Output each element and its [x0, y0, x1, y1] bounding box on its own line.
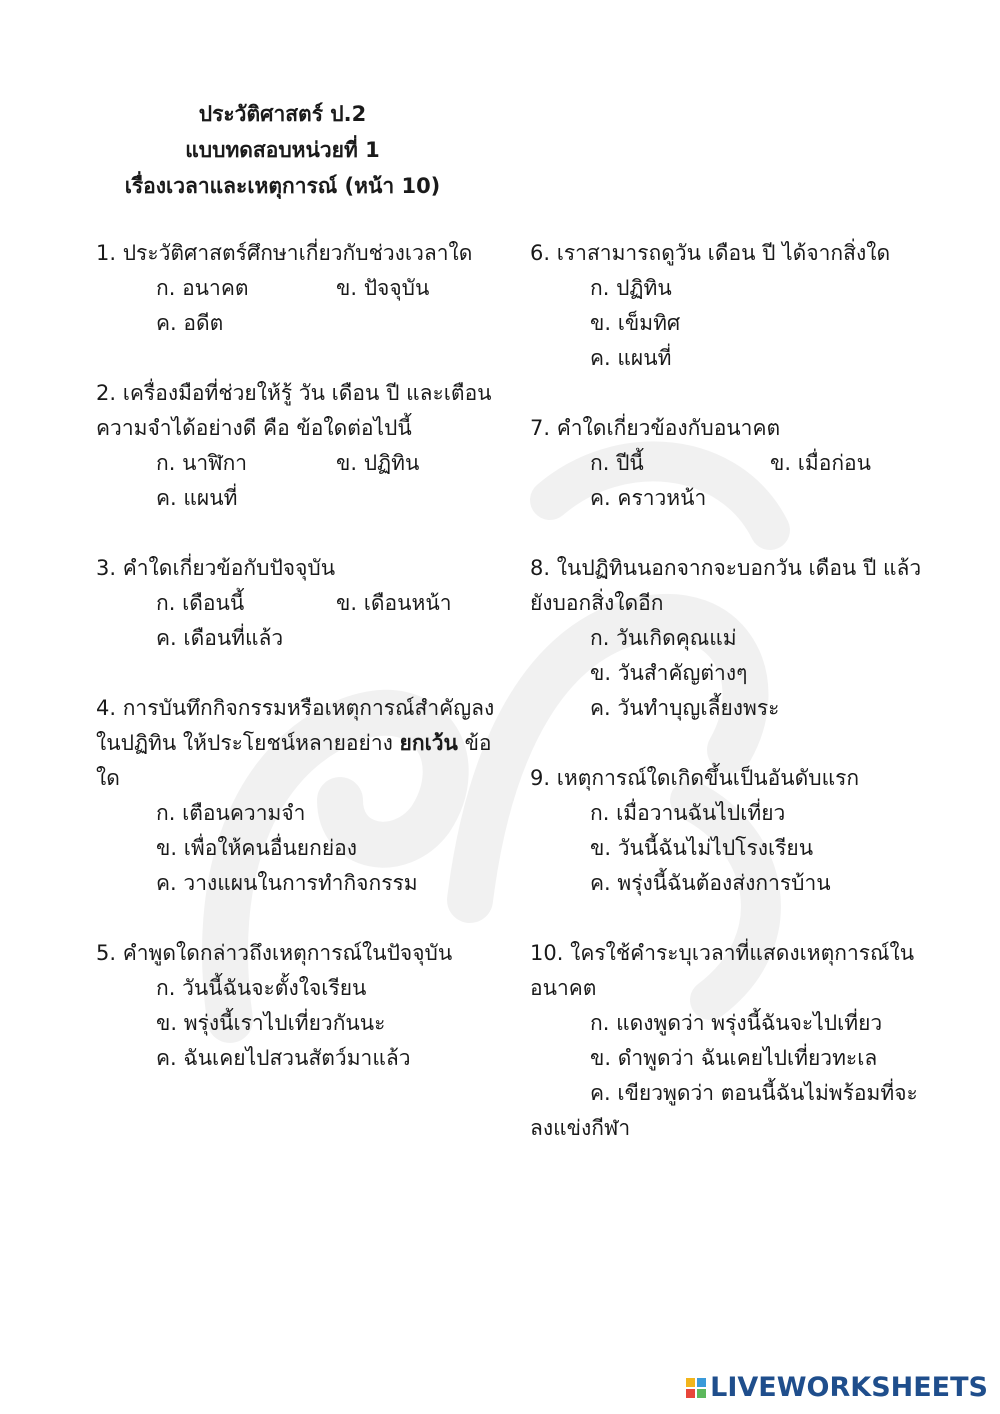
option-row: [530, 446, 930, 481]
worksheet-title: [0, 96, 565, 204]
question-text: 3. คำใดเกี่ยวข้อกับปัจจุบัน: [96, 556, 336, 580]
question-5: [96, 936, 496, 1076]
option-a[interactable]: ก. วันเกิดคุณแม่: [590, 626, 737, 650]
option-b[interactable]: ข. ดำพูดว่า ฉันเคยไปเที่ยวทะเล: [590, 1046, 878, 1070]
question-text: 1. ประวัติศาสตร์ศึกษาเกี่ยวกับช่วงเวลาใด: [96, 241, 473, 265]
option-c[interactable]: ค. อดีต: [156, 311, 224, 335]
brand-square: [697, 1378, 706, 1387]
option-c[interactable]: ค. เดือนที่แล้ว: [156, 626, 284, 650]
option-b[interactable]: ข. ปฏิทิน: [336, 451, 420, 475]
option-row: [96, 271, 496, 306]
question-6: [530, 236, 930, 376]
question-text: 8. ในปฏิทินนอกจากจะบอกวัน เดือน ปี แล้วยังบอกสิ่งใดอีก: [530, 556, 922, 615]
option-c[interactable]: ค. ฉันเคยไปสวนสัตว์มาแล้ว: [156, 1046, 411, 1070]
question-text: [96, 691, 496, 796]
brand-square: [686, 1389, 695, 1398]
question-3: [96, 551, 496, 656]
question-4: [96, 691, 496, 901]
question-text-after: ข้อใด: [96, 731, 492, 790]
question-9: [530, 761, 930, 901]
option-b[interactable]: ข. เข็มทิศ: [590, 311, 681, 335]
question-1: [96, 236, 496, 341]
left-column: [96, 236, 496, 1111]
option-c[interactable]: ค. แผนที่: [590, 346, 672, 370]
option-a[interactable]: ก. แดงพูดว่า พรุ่งนี้ฉันจะไปเที่ยว: [590, 1011, 883, 1035]
option-b[interactable]: ข. วันนี้ฉันไม่ไปโรงเรียน: [590, 836, 814, 860]
option-a[interactable]: ก. เมื่อวานฉันไปเที่ยว: [590, 801, 786, 825]
option-a[interactable]: ก. ปีนี้: [590, 451, 644, 475]
title-topic: เรื่องเวลาและเหตุการณ์ (หน้า 10): [124, 174, 441, 198]
question-text: 5. คำพูดใดกล่าวถึงเหตุการณ์ในปัจจุบัน: [96, 941, 453, 965]
option-c[interactable]: ค. เขียวพูดว่า ตอนนี้ฉันไม่พร้อมที่จะลงแข่งกีฬา: [530, 1081, 918, 1140]
brand-name: LIVEWORKSHEETS: [710, 1372, 988, 1403]
brand-square: [686, 1378, 695, 1387]
question-text: 6. เราสามารถดูวัน เดือน ปี ได้จากสิ่งใด: [530, 241, 891, 265]
option-a[interactable]: ก. อนาคต: [156, 276, 249, 300]
question-text: 9. เหตุการณ์ใดเกิดขึ้นเป็นอันดับแรก: [530, 766, 860, 790]
option-a[interactable]: ก. นาฬิกา: [156, 451, 248, 475]
question-emphasis: ยกเว้น: [399, 731, 458, 755]
option-row: [96, 586, 496, 621]
option-c[interactable]: ค. คราวหน้า: [590, 486, 707, 510]
question-text: 10. ใครใช้คำระบุเวลาที่แสดงเหตุการณ์ในอนาคต: [530, 941, 915, 1000]
question-text: 2. เครื่องมือที่ช่วยให้รู้ วัน เดือน ปี และเตือนความจำได้อย่างดี คือ ข้อใดต่อไปนี้: [96, 381, 492, 440]
option-a[interactable]: ก. เดือนนี้: [156, 591, 245, 615]
question-2: [96, 376, 496, 516]
option-a[interactable]: ก. เตือนความจำ: [156, 801, 306, 825]
right-column: [530, 236, 930, 1181]
brand-square: [697, 1389, 706, 1398]
question-text: 7. คำใดเกี่ยวข้องกับอนาคต: [530, 416, 781, 440]
option-b[interactable]: ข. เพื่อให้คนอื่นยกย่อง: [156, 836, 357, 860]
title-test: แบบทดสอบหน่วยที่ 1: [185, 138, 380, 162]
option-c[interactable]: ค. วางแผนในการทำกิจกรรม: [156, 871, 418, 895]
option-b[interactable]: ข. เดือนหน้า: [336, 591, 452, 615]
question-10: [530, 936, 930, 1146]
liveworksheets-logo: [686, 1372, 988, 1403]
option-a[interactable]: ก. ปฏิทิน: [590, 276, 672, 300]
option-b[interactable]: ข. ปัจจุบัน: [336, 276, 430, 300]
option-b[interactable]: ข. วันสำคัญต่างๆ: [590, 661, 748, 685]
option-a[interactable]: ก. วันนี้ฉันจะตั้งใจเรียน: [156, 976, 367, 1000]
option-c[interactable]: ค. วันทำบุญเลี้ยงพระ: [590, 696, 780, 720]
question-text-before: 4. การบันทึกกิจกรรมหรือเหตุการณ์สำคัญลงในปฏิทิน ให้ประโยชน์หลายอย่าง: [96, 696, 495, 755]
title-subject: ประวัติศาสตร์ ป.2: [198, 102, 367, 126]
option-row: [96, 446, 496, 481]
option-b[interactable]: ข. เมื่อก่อน: [770, 451, 872, 475]
question-7: [530, 411, 930, 516]
option-b[interactable]: ข. พรุ่งนี้เราไปเที่ยวกันนะ: [156, 1011, 386, 1035]
option-c[interactable]: ค. แผนที่: [156, 486, 238, 510]
option-c[interactable]: ค. พรุ่งนี้ฉันต้องส่งการบ้าน: [590, 871, 831, 895]
brand-squares-icon: [686, 1378, 706, 1398]
question-8: [530, 551, 930, 726]
